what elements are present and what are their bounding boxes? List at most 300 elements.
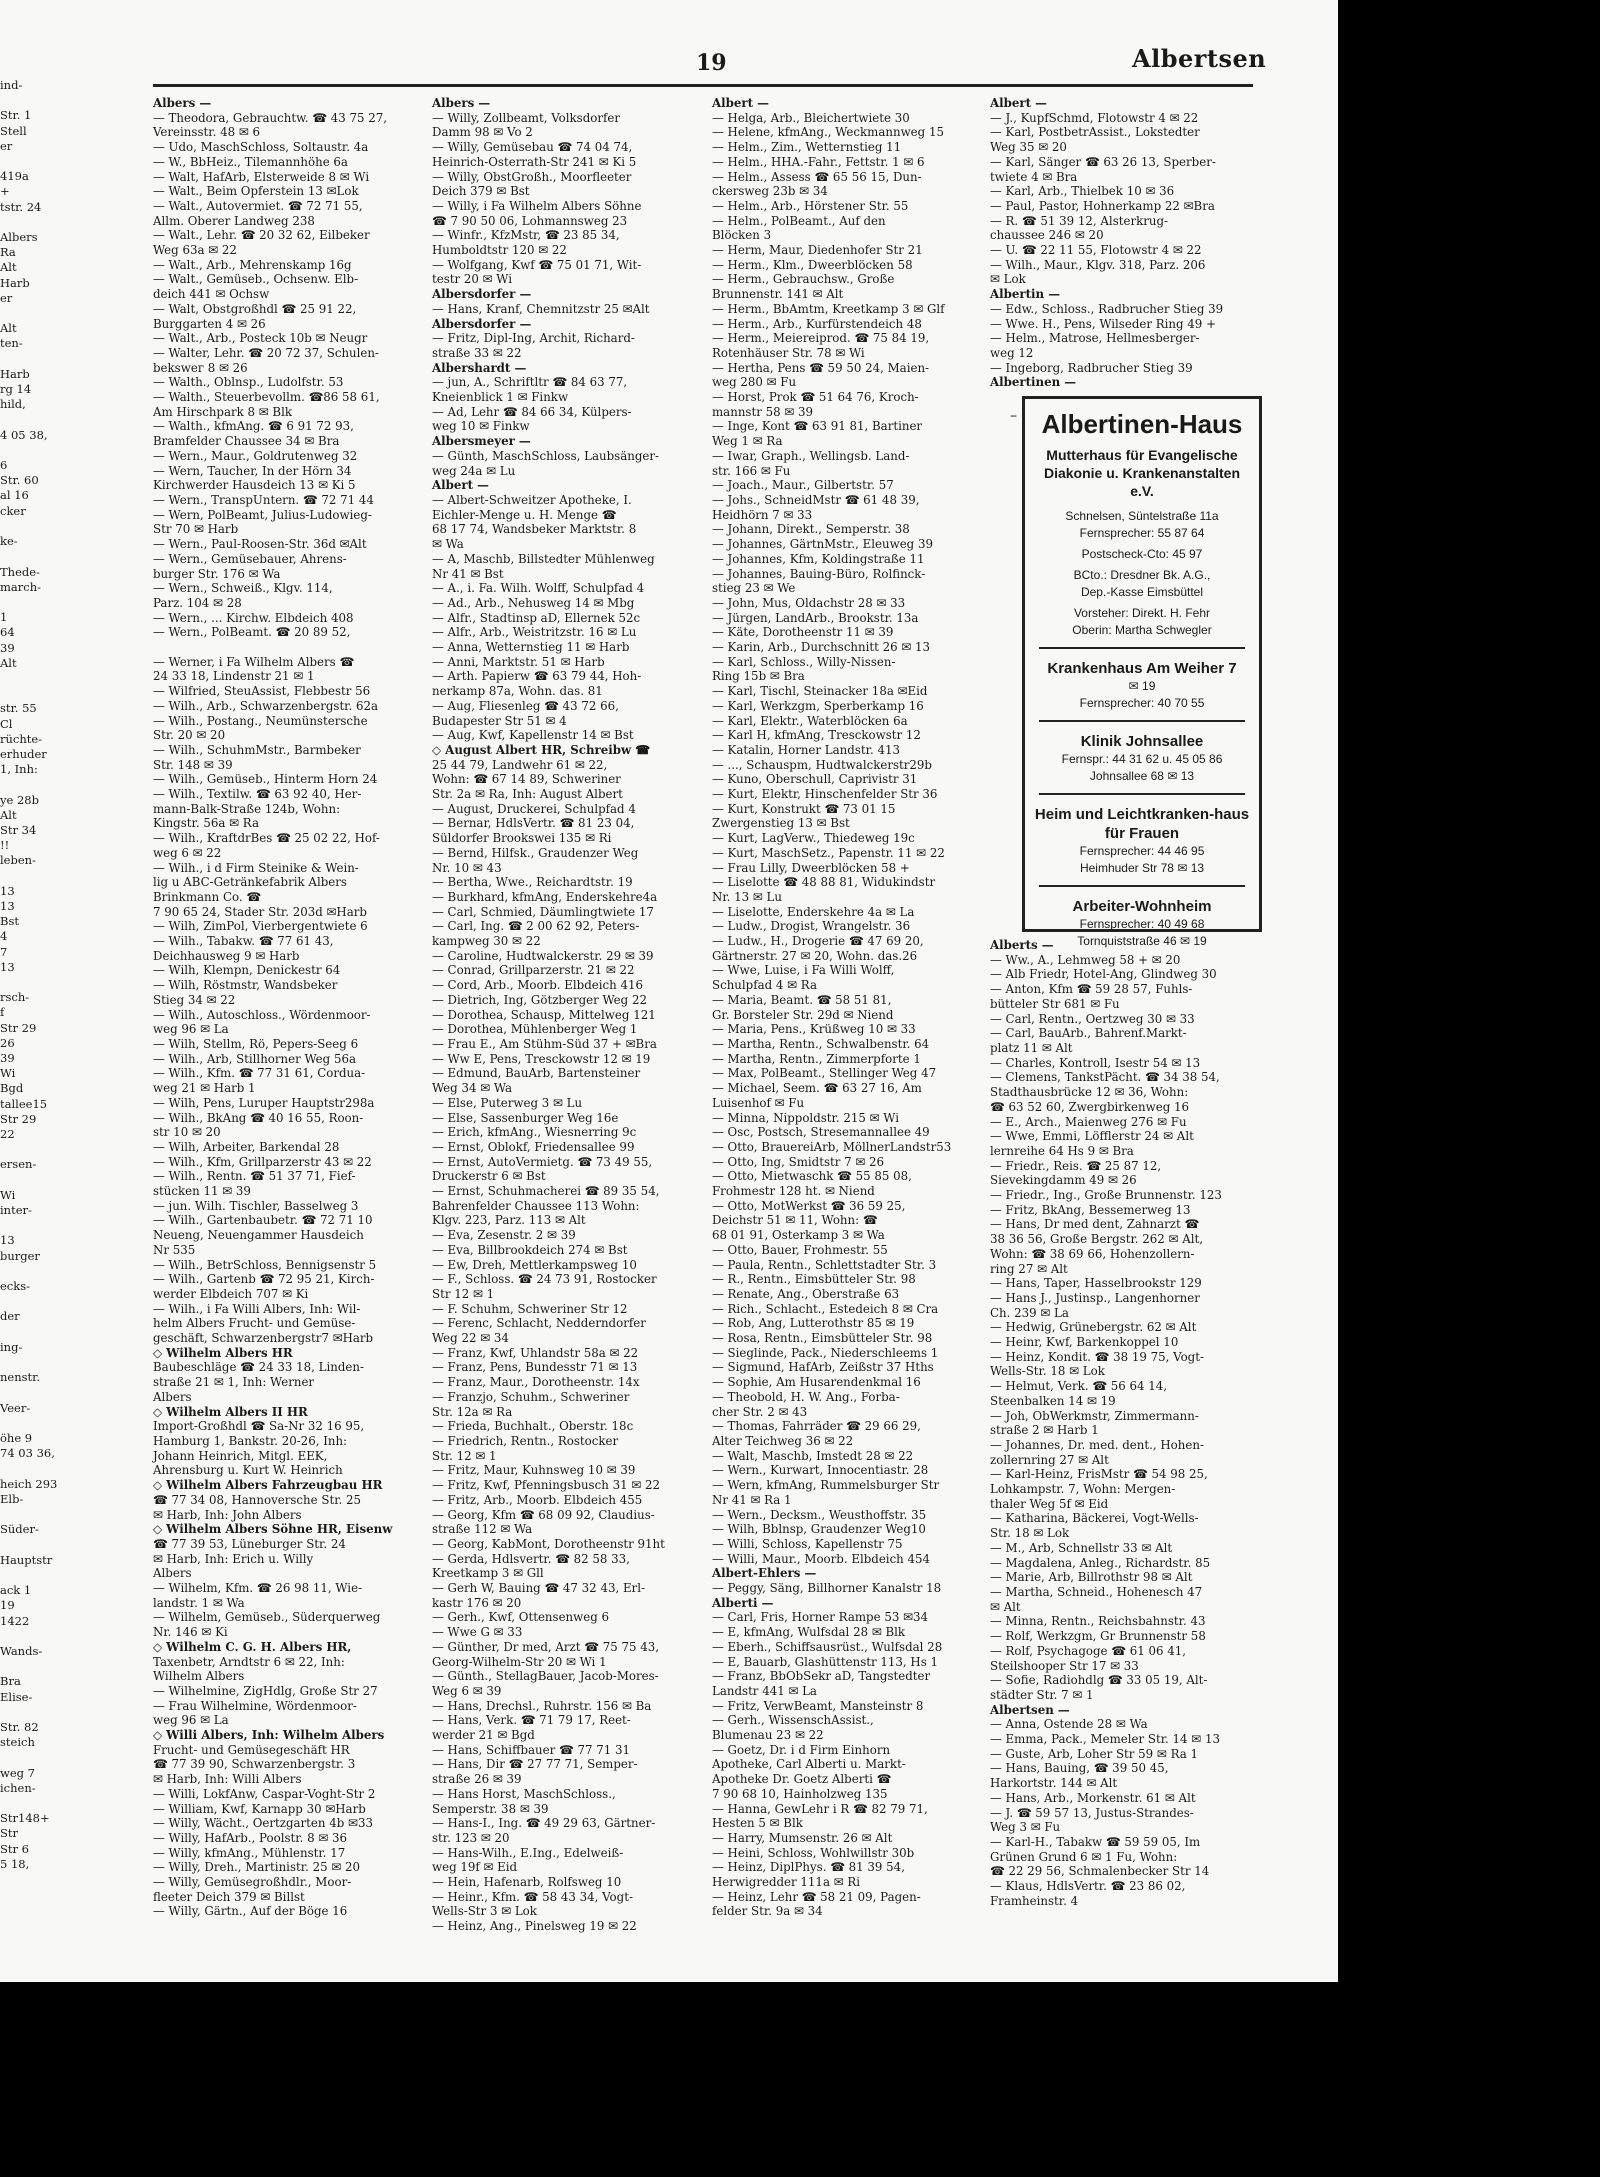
directory-entry-line: Str. 18 ✉ Lok (990, 1526, 1070, 1541)
directory-entry-line: ☎ 77 39 53, Lüneburger Str. 24 (153, 1536, 346, 1551)
directory-entry-line: Eichler-Menge u. H. Menge ☎ (432, 507, 617, 522)
left-strip-fragment: rg 14 (0, 382, 32, 397)
directory-entry-line: — Minna, Rentn., Reichsbahnstr. 43 (990, 1614, 1206, 1629)
left-strip-fragment (0, 777, 40, 792)
ad-section-line: Heimhuder Str 78 ✉ 13 (1079, 861, 1205, 875)
directory-entry-line: — Walter, Lehr. ☎ 20 72 37, Schulen- (153, 345, 379, 360)
directory-entry-line: mannstr 58 ✉ 39 (712, 404, 814, 419)
directory-entry-line: — Alfr., Arb., Weistritzstr. 16 ✉ Lu (432, 625, 637, 640)
directory-entry-line: ◇ Willi Albers, Inh: Wilhelm Albers (153, 1728, 385, 1743)
directory-entry-line: — Fritz, VerwBeamt, Mansteinstr 8 (712, 1698, 924, 1713)
left-strip-fragment (0, 1173, 40, 1188)
directory-entry-line: Weg 3 ✉ Fu (990, 1820, 1061, 1835)
directory-entry-line: — Walt., Gemüseb., Ochsenw. Elb- (153, 272, 359, 287)
left-strip-fragment (0, 595, 40, 610)
directory-entry-line: — Martha, Rentn., Schwalbenstr. 64 (712, 1037, 930, 1051)
directory-entry-line: bekswег 8 ✉ 26 (153, 360, 248, 375)
directory-entry-line: — Martha, Rentn., Zimmerpforte 1 (712, 1051, 921, 1066)
directory-entry-line: — Udo, MaschSchloss, Soltaustr. 4a (153, 140, 369, 155)
directory-entry-line: — Helm., Matrose, Hellmesberger- (990, 331, 1200, 346)
directory-entry-line: 68 17 74, Wandsbeker Marktstr. 8 (432, 522, 637, 537)
directory-entry-line (153, 640, 423, 655)
directory-entry-line: — Paul, Pastor, Hohnerkamp 22 ✉Bra (990, 198, 1215, 213)
left-strip-fragment: f (0, 1005, 5, 1020)
left-strip-fragment (0, 1750, 40, 1765)
directory-entry-line: straße 33 ✉ 22 (432, 345, 522, 360)
ad-section-title: Arbeiter-Wohnheim (1072, 898, 1212, 915)
directory-entry-line: — Johannes, Kfm, Koldingstraße 11 (712, 551, 925, 566)
left-strip-fragment: Bst (0, 914, 19, 929)
left-strip-fragment: Harb (0, 275, 30, 290)
directory-entry-line: — Anton, Kfm ☎ 59 28 57, Fuhls- (990, 982, 1193, 997)
left-strip-fragment: ke- (0, 534, 18, 549)
left-strip-fragment (0, 352, 40, 367)
ad-section-title: Krankenhaus Am Weiher 7 (1047, 660, 1237, 677)
directory-entry-line: — Willy, Gärtn., Auf der Böge 16 (153, 1904, 348, 1919)
left-strip-fragment: Bra (0, 1674, 21, 1689)
directory-entry-line: straße 26 ✉ 39 (432, 1772, 522, 1787)
directory-entry-line: Str 12 ✉ 1 (432, 1286, 495, 1301)
directory-entry-line: — Klaus, HdlsVertr. ☎ 23 86 02, (990, 1879, 1186, 1894)
ad-section-line: Fernsprecher: 40 70 55 (1079, 696, 1205, 710)
left-strip-fragment: heich 293 (0, 1476, 58, 1491)
directory-entry-line: — Horst, Prok ☎ 51 64 76, Kroch- (712, 390, 919, 405)
directory-entry-line: — Karl, Sänger ☎ 63 26 13, Sperber- (990, 154, 1216, 169)
directory-entry-line: nerkamp 87a, Wohn. das. 81 (432, 684, 603, 699)
left-strip-fragment: Alt (0, 321, 17, 336)
albertinen-haus-advertisement (1022, 396, 1262, 948)
directory-entry-line: — Wilh., Tabakw. ☎ 77 61 43, (153, 934, 334, 949)
directory-entry-line: ◇ Wilhelm Albers Fahrzeugbau HR (153, 1478, 383, 1493)
directory-entry-line: — Maria, Pens., Krüßweg 10 ✉ 33 (712, 1022, 916, 1037)
directory-entry-line: — Willi, Maur., Moorb. Elbdeich 454 (712, 1551, 931, 1566)
directory-entry-line: weg 21 ✉ Harb 1 (153, 1081, 256, 1096)
directory-entry-line: — Emma, Pack., Memeler Str. 14 ✉ 13 (990, 1732, 1220, 1747)
directory-entry-line: Süldorfer Brookswei 135 ✉ Ri (432, 831, 612, 846)
directory-entry-line: — Heinr., Kfm. ☎ 58 43 34, Vogt- (432, 1889, 633, 1904)
directory-entry-line: Albert-Ehlers — (712, 1566, 817, 1581)
directory-entry-line: — Otto, MotWerkst ☎ 36 59 25, (712, 1198, 906, 1213)
directory-entry-line: weg 10 ✉ Finkw (432, 419, 530, 434)
directory-entry-line: Blöcken 3 (712, 228, 772, 243)
directory-entry-line: — Frieda, Buchhalt., Oberstr. 18c (432, 1419, 634, 1434)
directory-entry-line: — Katharina, Bäckerei, Vogt-Wells- (990, 1511, 1199, 1526)
left-strip-fragment: 7 (0, 944, 8, 959)
directory-entry-line: — Gerda, Hdlsvertr. ☎ 82 58 33, (432, 1551, 630, 1566)
directory-entry-line: — John, Mus, Oldachstr 28 ✉ 33 (712, 595, 906, 610)
directory-entry-line: — Walth., kfmAng. ☎ 6 91 72 93, (153, 419, 354, 434)
directory-entry-line: — E, kfmAng, Wulfsdal 28 ✉ Blk (712, 1625, 906, 1640)
ad-postcheck: Postscheck-Cto: 45 97 (1081, 547, 1203, 561)
directory-entry-line: — R. ☎ 51 39 12, Alsterkrug- (990, 213, 1169, 228)
directory-entry-line: ✉ Alt (990, 1599, 1021, 1614)
directory-entry-line: — Wilhelm, Kfm. ☎ 26 98 11, Wie- (153, 1581, 363, 1596)
left-strip-fragment (0, 306, 40, 321)
left-strip-fragment: Str 29 (0, 1020, 37, 1035)
left-strip-fragment: Harb (0, 366, 30, 381)
directory-entry-line: — Theodora, Gebrauchtw. ☎ 43 75 27, (153, 110, 388, 125)
directory-entry-line: — Helene, kfmAng., Weckmannweg 15 (712, 125, 944, 140)
left-strip-fragment (0, 1416, 40, 1431)
directory-entry-line: — Willy, HafArb., Poolstr. 8 ✉ 36 (153, 1830, 348, 1845)
directory-entry-line: — ..., Schauspm, Hudtwalckerstr29b (712, 757, 932, 772)
directory-entry-line: Albertin — (990, 287, 1061, 302)
left-strip-fragment: 4 05 38, (0, 427, 48, 442)
directory-entry-line: Kreetkamp 3 ✉ Gll (432, 1566, 544, 1581)
directory-entry-line: — Karin, Arb., Durchschnitt 26 ✉ 13 (712, 640, 931, 655)
directory-entry-line: ☎ 63 52 60, Zwergbirkenweg 16 (990, 1099, 1190, 1114)
column-4-top (990, 96, 1260, 390)
column-4-bottom (990, 938, 1260, 1908)
left-strip-fragment: erhuder (0, 746, 47, 761)
left-strip-fragment: steich (0, 1735, 35, 1750)
directory-entry-line: — Wilh., Gemüseb., Hinterm Horn 24 (153, 772, 378, 787)
left-strip-fragment (0, 1325, 40, 1340)
directory-entry-line: — Wern., Paul-Roosen-Str. 36d ✉Alt (153, 537, 367, 552)
directory-entry-line: Wells-Str 3 ✉ Lok (432, 1904, 537, 1919)
left-strip-fragment: inter- (0, 1203, 32, 1218)
directory-entry-line: weg 12 (990, 345, 1034, 360)
directory-entry-line: — Ernst, Schuhmacherei ☎ 89 35 54, (432, 1184, 660, 1199)
directory-entry-line: ☎ 7 90 50 06, Lohmannsweg 23 (432, 213, 628, 228)
directory-entry-line: Taxenbetr, Arndtstr 6 ✉ 22, Inh: (153, 1654, 345, 1669)
left-strip-fragment (0, 869, 40, 884)
directory-entry-line: Nr 41 ✉ Ra 1 (712, 1492, 792, 1507)
directory-entry-line: — Anna, Wetternstieg 11 ✉ Harb (432, 640, 630, 655)
column-4 (990, 96, 1260, 1908)
left-strip-fragment: nenstr. (0, 1370, 41, 1385)
directory-entry-line: — Katalin, Horner Landstr. 413 (712, 742, 900, 757)
directory-entry-line: Str. 2a ✉ Ra, Inh: August Albert (432, 787, 623, 802)
directory-entry-line: — Wwe. H., Pens, Wilseder Ring 49 + (990, 316, 1216, 331)
directory-entry-line: — Rolf, Werkzgm, Gr Brunnenstr 58 (990, 1629, 1206, 1644)
left-strip-fragment: !! (0, 838, 10, 853)
directory-entry-line: Weg 63a ✉ 22 (153, 243, 237, 258)
directory-entry-line: — Willy, Zollbeamt, Volksdorfer (432, 110, 621, 125)
directory-entry-line: str 10 ✉ 20 (153, 1125, 221, 1140)
directory-entry-line: Albert — (712, 96, 769, 110)
directory-entry-line: Neueng, Neuengammer Hausdeich (153, 1228, 364, 1243)
ad-bank-line: BCto.: Dresdner Bk. A.G., (1073, 568, 1211, 582)
directory-entry-line: — Franz, Pens, Bundesstr 71 ✉ 13 (432, 1360, 638, 1375)
directory-entry-line: Sievekingdamm 49 ✉ 26 (990, 1173, 1137, 1188)
directory-entry-line: — Charles, Kontroll, Isestr 54 ✉ 13 (990, 1055, 1201, 1070)
directory-entry-line: Johann Heinrich, Mitgl. EEK, (153, 1448, 328, 1463)
directory-entry-line: — Dietrich, Ing, Götzberger Weg 22 (432, 992, 647, 1007)
left-strip-fragment (0, 412, 40, 427)
directory-entry-line: Schulpfad 4 ✉ Ra (712, 978, 817, 993)
left-strip-fragment (0, 671, 40, 686)
directory-entry-line: — Franzjo, Schuhm., Schweriner (432, 1389, 630, 1404)
directory-entry-line: — Wilh, ZimPol, Vierbergentwiete 6 (153, 919, 368, 934)
left-strip-fragment: 13 (0, 959, 15, 974)
directory-entry-line: — Karl, PostbetrAssist., Lokstedter (990, 125, 1200, 140)
directory-entry-line: — Hertha, Pens ☎ 59 50 24, Maien- (712, 360, 930, 375)
directory-entry-line: — Wilh, Pens, Luruper Hauptstr298a (153, 1095, 375, 1110)
directory-entry-line: Ch. 239 ✉ La (990, 1305, 1069, 1320)
directory-entry-line: — Otto, BrauereiArb, MöllnerLandstr53 (712, 1139, 952, 1154)
directory-entry-line: — Friedrich, Rentn., Rostocker (432, 1433, 619, 1448)
directory-entry-line: — Hedwig, Grünebergstr. 62 ✉ Alt (990, 1320, 1197, 1335)
directory-entry-line: — Johannes, GärtnMstr., Eleuweg 39 (712, 537, 933, 552)
directory-entry-line: Budapester Str 51 ✉ 4 (432, 713, 567, 728)
directory-entry-line: — Osc, Postsch, Stresemannallee 49 (712, 1125, 930, 1140)
ad-address: Schnelsen, Süntelstraße 11a (1065, 509, 1219, 523)
directory-entry-line: — Carl, Fris, Horner Rampe 53 ✉34 (712, 1610, 928, 1625)
directory-entry-line: — Walt., Autovermiet. ☎ 72 71 55, (153, 198, 363, 213)
directory-entry-line: — Hans, Kranf, Chemnitzstr 25 ✉Alt (432, 301, 650, 316)
directory-entry-line: Herwigredder 111a ✉ Ri (712, 1875, 861, 1890)
directory-entry-line: — Willy, kfmAng., Mühlenstr. 17 (153, 1845, 346, 1860)
directory-entry-line: Alberti — (712, 1595, 774, 1610)
left-strip-fragment: Alt (0, 260, 17, 275)
directory-entry-line: — Wilh., BkAng ☎ 40 16 55, Roon- (153, 1110, 364, 1125)
directory-entry-line: Kingstr. 56a ✉ Ra (153, 816, 259, 831)
directory-entry-line: — Johannes, Bauing-Büro, Rolfinck- (712, 566, 926, 581)
directory-entry-line: Str. 12a ✉ Ra (432, 1404, 513, 1419)
directory-entry-line: — Dorothea, Mühlenberger Weg 1 (432, 1022, 638, 1037)
directory-entry-line: — J. ☎ 59 57 13, Justus-Strandes- (990, 1805, 1194, 1820)
directory-entry-line: ◇ August Albert HR, Schreibw ☎ (432, 742, 650, 757)
directory-entry-line: ✉ Wa (432, 537, 464, 552)
left-strip-fragment: Wands- (0, 1643, 43, 1658)
directory-entry-line: — Frau E., Am Stühm-Süd 37 + ✉Bra (432, 1037, 657, 1051)
directory-entry-line: — Wilhelm, Gemüseb., Süderquerweg (153, 1610, 381, 1625)
directory-entry-line: — Wern., Kurwart, Innocentiastr. 28 (712, 1463, 929, 1478)
ad-section-line: Tornquiststraße 46 ✉ 19 (1077, 934, 1207, 948)
left-strip-fragment: tstr. 24 (0, 199, 42, 214)
directory-entry-line: — Eva, Zesenstr. 2 ✉ 39 (432, 1228, 576, 1243)
directory-entry-line: Albers (153, 1389, 192, 1404)
directory-entry-line: — E., Arch., Maienweg 276 ✉ Fu (990, 1114, 1187, 1129)
directory-entry-line: Klgv. 223, Parz. 113 ✉ Alt (432, 1213, 586, 1228)
directory-entry-line: — Karl, Arb., Thielbek 10 ✉ 36 (990, 184, 1175, 199)
directory-entry-line: — Hans, Drechsl., Ruhrstr. 156 ✉ Ba (432, 1698, 652, 1713)
directory-entry-line: — Wilh., KraftdrBes ☎ 25 02 22, Hof- (153, 831, 380, 846)
directory-entry-line: chaussee 246 ✉ 20 (990, 228, 1104, 243)
left-strip-fragment (0, 1705, 40, 1720)
directory-entry-line: — Hans, Bauing, ☎ 39 50 45, (990, 1761, 1169, 1776)
directory-entry-line: — Theobold, H. W. Ang., Forba- (712, 1389, 900, 1404)
directory-entry-line: ✉ Harb, Inh: Erich u. Willy (153, 1551, 314, 1566)
left-strip-fragment (0, 1507, 40, 1522)
directory-entry-line: — Johannes, Dr. med. dent., Hohen- (990, 1437, 1204, 1452)
directory-entry-line: — Otto, Bauer, Frohmestr. 55 (712, 1242, 888, 1257)
left-strip-fragment (0, 1355, 40, 1370)
left-strip-fragment (0, 1629, 40, 1644)
directory-entry-line: ◇ Wilhelm C. G. H. Albers HR, (153, 1639, 352, 1654)
directory-entry-line: 24 33 18, Lindenstr 21 ✉ 1 (153, 669, 315, 684)
directory-entry-line: Gr. Borsteler Str. 29d ✉ Niend (712, 1007, 894, 1022)
header-rule (153, 84, 1253, 87)
directory-entry-line: Albers (153, 1566, 192, 1581)
directory-entry-line: — Wwe, Emmi, Löfflerstr 24 ✉ Alt (990, 1129, 1194, 1144)
left-strip-fragment (0, 686, 40, 701)
directory-entry-line: — Guste, Arb, Loher Str 59 ✉ Ra 1 (990, 1746, 1199, 1761)
directory-entry-line: ckersweg 23b ✉ 34 (712, 184, 828, 199)
directory-entry-line: — Wolfgang, Kwf ☎ 75 01 71, Wit- (432, 257, 642, 272)
ad-section-line: Fernsprecher: 44 46 95 (1079, 844, 1205, 858)
directory-entry-line: — Helm., Zim., Wetternstieg 11 (712, 140, 902, 155)
directory-entry-line: — Heinz, Lehr ☎ 58 21 09, Pagen- (712, 1889, 921, 1904)
directory-entry-line: — Wern., TranspUntern. ☎ 72 71 44 (153, 492, 374, 507)
directory-entry-line: — Else, Puterweg 3 ✉ Lu (432, 1095, 583, 1110)
directory-entry-line: — Gerh W, Bauing ☎ 47 32 43, Erl- (432, 1581, 645, 1596)
directory-entry-line: — Herm., Meiereiprod. ☎ 75 84 19, (712, 331, 930, 346)
ad-section-line: Johnsallee 68 ✉ 13 (1089, 769, 1195, 783)
directory-entry-line: Apotheke Dr. Goetz Alberti ☎ (712, 1772, 892, 1787)
directory-entry-line: — jun. Wilh. Tischler, Basselweg 3 (153, 1198, 359, 1213)
directory-entry-line: ◇ Wilhelm Albers HR (153, 1345, 293, 1360)
left-strip-fragment: ten- (0, 336, 23, 351)
left-strip-fragment: Str 29 (0, 1111, 37, 1126)
directory-entry-line: — Renate, Ang., Oberstraße 63 (712, 1286, 900, 1301)
directory-entry-line: — A., i. Fa. Wilh. Wolff, Schulpfad 4 (432, 581, 645, 596)
left-strip-fragment (0, 1659, 40, 1674)
column-1 (153, 96, 423, 1919)
left-strip-fragment (0, 93, 40, 108)
directory-entry-line: — Martha, Schneid., Hohenesch 47 (990, 1585, 1203, 1599)
directory-entry-line: werder 21 ✉ Bgd (432, 1728, 535, 1743)
directory-entry-line: Vereinsstr. 48 ✉ 6 (153, 125, 261, 140)
ad-title: Albertinen-Haus (1041, 409, 1243, 439)
directory-entry-line: — Ingeborg, Radbrucher Stieg 39 (990, 360, 1193, 375)
left-strip-fragment: Str148+ (0, 1811, 50, 1826)
directory-entry-line: — Wern, Taucher, In der Hörn 34 (153, 463, 352, 478)
directory-entry-line: — Bertha, Wwe., Reichardtstr. 19 (432, 875, 633, 890)
directory-entry-line: — Inge, Kont ☎ 63 91 81, Bartiner (712, 419, 923, 434)
left-strip-fragment (0, 975, 40, 990)
directory-entry-line: — Hans J., Justinsp., Langenhorner (990, 1290, 1200, 1305)
directory-entry-line: — Jürgen, LandArb., Brookstr. 13a (712, 610, 919, 625)
directory-entry-line: Stieg 34 ✉ 22 (153, 992, 236, 1007)
left-strip-fragment: cker (0, 503, 26, 518)
left-strip-fragment: öhe 9 (0, 1431, 33, 1446)
left-strip-fragment: 6 (0, 458, 8, 473)
directory-entry-line: — Hans, Arb., Morkenstr. 61 ✉ Alt (990, 1790, 1196, 1805)
directory-entry-line: — Frau Wilhelmine, Wördenmoor- (153, 1698, 357, 1713)
directory-entry-line: — Karl, Elektr., Waterblöcken 6a (712, 713, 908, 728)
directory-entry-line: Albertsen — (990, 1702, 1070, 1717)
directory-entry-line: Albertinen — (990, 375, 1077, 390)
directory-entry-line: — Willi, LokfAnw, Caspar-Voght-Str 2 (153, 1786, 376, 1801)
directory-entry-line: Brunnenstr. 141 ✉ Alt (712, 287, 844, 302)
left-strip-fragment: ersen- (0, 1157, 37, 1172)
ad-sections (1025, 647, 1259, 950)
left-strip-fragment: 4 (0, 929, 8, 944)
directory-entry-line: — Walt., Arb., Posteck 10b ✉ Neugr (153, 331, 368, 346)
directory-entry-line: — Albert-Schweitzer Apotheke, I. (432, 492, 632, 507)
left-strip-fragment: Elise- (0, 1689, 33, 1704)
directory-entry-line: cher Str. 2 ✉ 43 (712, 1404, 808, 1419)
directory-entry-line: — Hanna, GewLehr i R ☎ 82 79 71, (712, 1801, 928, 1816)
directory-entry-line: weg 19f ✉ Eid (432, 1860, 518, 1875)
directory-entry-line: — Hans, Dir ☎ 27 77 71, Semper- (432, 1757, 638, 1772)
directory-entry-line: — Günth, MaschSchloss, Laubsänger- (432, 448, 660, 463)
directory-entry-line: — Heini, Schloss, Wohlwillstr 30b (712, 1845, 915, 1860)
directory-entry-line: — Wilh., Gartenbaubetr. ☎ 72 71 10 (153, 1213, 373, 1228)
directory-entry-line: Albers — (153, 96, 212, 110)
left-strip-fragment: Bgd (0, 1081, 24, 1096)
left-strip-fragment: ind- (0, 78, 23, 92)
directory-entry-line: — Karl H, kfmAng, Tresckowstr 12 (712, 728, 921, 743)
directory-entry-line: — Walth., Oblnsp., Ludolfstr. 53 (153, 375, 344, 390)
directory-entry-line: Heinrich-Osterrath-Str 241 ✉ Ki 5 (432, 154, 637, 169)
directory-entry-line: weg 96 ✉ La (153, 1022, 229, 1037)
left-strip-fragment: Str (0, 1826, 18, 1841)
directory-entry-line: Weg 22 ✉ 34 (432, 1331, 509, 1346)
directory-entry-line: burger Str. 176 ✉ Wa (153, 566, 281, 581)
left-strip-fragment: Stell (0, 123, 27, 138)
directory-entry-line: — Michael, Seem. ☎ 63 27 16, Am (712, 1081, 922, 1096)
left-strip-fragment: tallee15 (0, 1096, 48, 1111)
directory-entry-line: Str. 20 ✉ 20 (153, 728, 226, 743)
directory-entry-line: — Herm., Gebrauchsw., Große (712, 272, 895, 287)
directory-entry-line: — Joh, ObWerkmstr, Zimmermann- (990, 1408, 1199, 1423)
ad-section-line: ✉ 19 (1128, 679, 1156, 693)
directory-entry-line: — Wern, PolBeamt, Julius-Ludowieg- (153, 507, 372, 522)
directory-entry-line: weg 24a ✉ Lu (432, 463, 516, 478)
left-strip-fragment: al 16 (0, 488, 29, 503)
directory-entry-line: — U. ☎ 22 11 55, Flotowstr 4 ✉ 22 (990, 243, 1202, 258)
directory-entry-line: — Wilh., Autoschloss., Wördenmoor- (153, 1007, 371, 1022)
directory-entry-line: Gärtnerstr. 27 ✉ 20, Wohn. das.26 (712, 948, 918, 963)
left-strip-fragment: Wi (0, 1066, 16, 1081)
directory-entry-line: — Liselotte, Enderskehre 4a ✉ La (712, 904, 915, 919)
directory-entry-line: — Caroline, Hudtwalckerstr. 29 ✉ 39 (432, 948, 654, 963)
directory-entry-line: — Gerh., Kwf, Ottensenweg 6 (432, 1610, 610, 1625)
left-strip-fragment: ye 28b (0, 792, 39, 807)
left-strip-fragment: hild, (0, 397, 26, 412)
directory-entry-line: — Willy, ObstGroßh., Moorfleeter (432, 169, 632, 184)
directory-entry-line: — Cord, Arb., Moorb. Elbdeich 416 (432, 978, 644, 993)
directory-entry-line: — W., BbHeiz., Tilemannhöhe 6a (153, 154, 348, 169)
directory-entry-line: Hesten 5 ✉ Blk (712, 1816, 803, 1831)
directory-entry-line: — Kurt, MaschSetz., Papenstr. 11 ✉ 22 (712, 845, 945, 860)
directory-entry-line: Kneienblick 1 ✉ Finkw (432, 390, 569, 405)
left-strip-fragment: Str 34 (0, 822, 37, 837)
directory-entry-line: — Otto, Mietwaschk ☎ 55 85 08, (712, 1169, 912, 1184)
directory-entry-line: — Dorothea, Schausp, Mittelweg 121 (432, 1007, 656, 1022)
directory-entry-line: — Magdalena, Anleg., Richardstr. 85 (990, 1555, 1211, 1570)
left-strip-fragment: Wi (0, 1187, 16, 1202)
directory-entry-line: — Frau Lilly, Dweerblöcken 58 + (712, 860, 910, 875)
directory-entry-line: — Karl, Schloss., Willy-Nissen- (712, 654, 896, 669)
directory-entry-line: — Wilh., BetrSchloss, Bennigsenstr 5 (153, 1257, 377, 1272)
left-strip-fragment: 1422 (0, 1613, 30, 1628)
directory-entry-line: — Rosa, Rentn., Eimsbütteler Str. 98 (712, 1331, 933, 1346)
directory-entry-line: — Willy, Wächt., Oertzgarten 4b ✉33 (153, 1816, 373, 1831)
directory-entry-line: — Bernd, Hilfsk., Graudenzer Weg (432, 845, 639, 860)
directory-entry-line: — Walth., Steuerbevollm. ☎86 58 61, (153, 390, 380, 405)
directory-entry-line: — Sigmund, HafArb, Zeißstr 37 Hths (712, 1360, 934, 1375)
directory-entry-line: Nr. 146 ✉ Ki (153, 1625, 228, 1640)
directory-entry-line: Str. 148 ✉ 39 (153, 757, 233, 772)
directory-entry-line: platz 11 ✉ Alt (990, 1040, 1073, 1055)
directory-entry-line: mann-Balk-Straße 124b, Wohn: (153, 801, 341, 816)
left-strip-fragment: Thede- (0, 564, 40, 579)
directory-entry-line: — Arth. Papierw ☎ 63 79 44, Hoh- (432, 669, 642, 684)
directory-entry-line: Wilhelm Albers (153, 1669, 245, 1684)
left-strip-fragment: ack 1 (0, 1583, 32, 1598)
left-strip-fragment: 419a (0, 169, 29, 184)
directory-entry-line: — Wwe G ✉ 33 (432, 1625, 523, 1640)
directory-entry-line: ◇ Wilhelm Albers II HR (153, 1404, 308, 1419)
left-strip-fragment: burger (0, 1248, 40, 1263)
directory-entry-line: — Franz, Maur., Dorotheenstr. 14x (432, 1375, 640, 1390)
directory-entry-line: — Hans, Taper, Hasselbrookstr 129 (990, 1276, 1202, 1291)
directory-entry-line: — Willy, i Fa Wilhelm Albers Söhne (432, 198, 642, 213)
